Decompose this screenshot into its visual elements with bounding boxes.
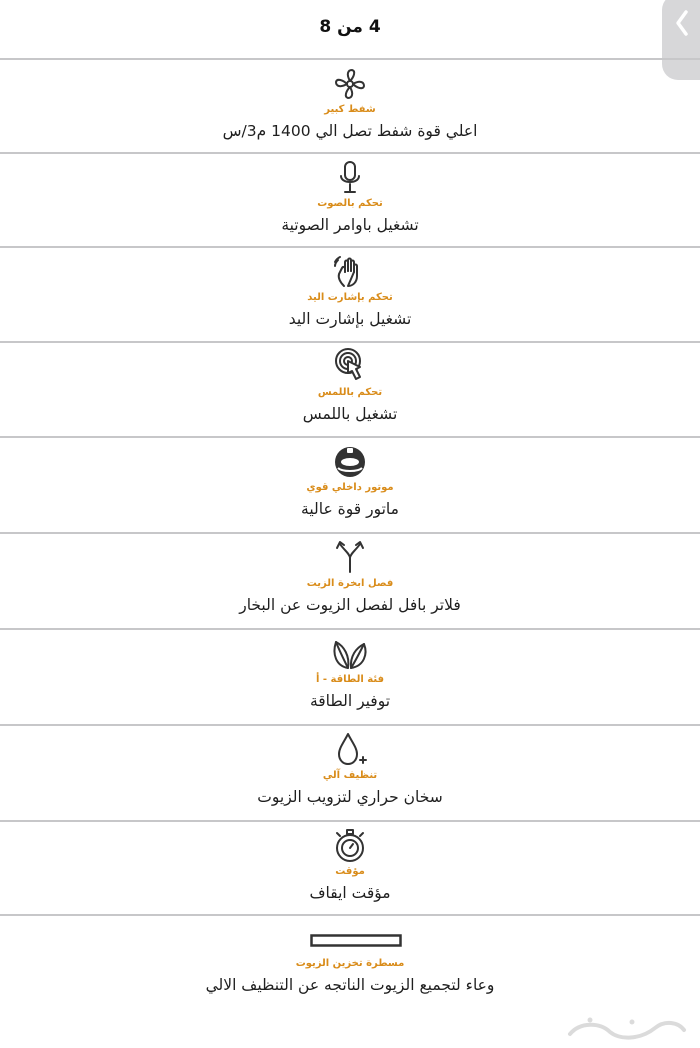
feature-caption: فئة الطاقة - أ — [315, 674, 384, 685]
oil-tray-icon — [310, 934, 402, 948]
touch-icon — [330, 345, 370, 385]
feature-description: فلاتر بافل لفصل الزيوت عن البخار — [239, 596, 461, 614]
feature-caption: تحكم بإشارت اليد — [307, 292, 393, 303]
feature-energy-class — [0, 628, 700, 724]
feature-suction — [0, 58, 700, 154]
chevron-left-icon — [670, 8, 694, 38]
divider — [0, 436, 700, 438]
feature-auto-clean — [0, 724, 700, 820]
divider — [0, 152, 700, 154]
feature-voice-control — [0, 152, 700, 248]
microphone-icon — [330, 158, 370, 198]
feature-caption: تحكم باللمس — [317, 387, 383, 398]
feature-caption: تنظيف آلي — [322, 770, 378, 781]
feature-timer — [0, 820, 700, 916]
feature-motor — [0, 436, 700, 532]
hand-wave-icon — [330, 252, 370, 292]
feature-description: سخان حراري لتزويب الزيوت — [257, 788, 443, 806]
feature-caption: شفط كبير — [324, 104, 376, 115]
feature-description: تشغيل باوامر الصوتية — [281, 216, 419, 234]
divider — [0, 246, 700, 248]
feature-description: توفير الطاقة — [309, 692, 391, 710]
divider — [0, 58, 700, 60]
feature-description: تشغيل بإشارت اليد — [288, 310, 412, 328]
feature-description: اعلي قوة شفط تصل الي 1400 م3/س — [222, 122, 478, 140]
feature-oil-tray — [0, 914, 700, 1014]
feature-caption: مؤقت — [335, 866, 365, 877]
feature-description: وعاء لتجميع الزيوت الناتجه عن التنظيف الالي — [205, 976, 495, 994]
watermark-logo-icon — [560, 1012, 690, 1044]
feature-oil-separation — [0, 532, 700, 628]
fan-icon — [330, 64, 370, 104]
feature-caption: فصل ابخرة الزيت — [306, 578, 394, 589]
divider — [0, 724, 700, 726]
page-counter: 4 من 8 — [319, 17, 381, 37]
leaves-icon — [330, 634, 370, 674]
feature-description: مؤقت ايقاف — [309, 884, 391, 902]
stopwatch-icon — [330, 826, 370, 866]
top-bar — [0, 0, 700, 58]
divider — [0, 341, 700, 343]
water-drop-icon — [330, 730, 370, 770]
split-arrows-icon — [330, 536, 370, 576]
feature-description: تشغيل باللمس — [302, 405, 398, 423]
feature-caption: مسطرة تخزين الزيوت — [295, 958, 405, 969]
feature-caption: تحكم بالصوت — [317, 198, 383, 209]
feature-touch-control — [0, 341, 700, 437]
divider — [0, 628, 700, 630]
divider — [0, 820, 700, 822]
feature-description: ماتور قوة عالية — [301, 500, 399, 518]
feature-hand-gesture — [0, 246, 700, 342]
feature-caption: موتور داخلي قوي — [306, 482, 394, 493]
divider — [0, 914, 700, 916]
motor-icon — [330, 442, 370, 482]
divider — [0, 532, 700, 534]
